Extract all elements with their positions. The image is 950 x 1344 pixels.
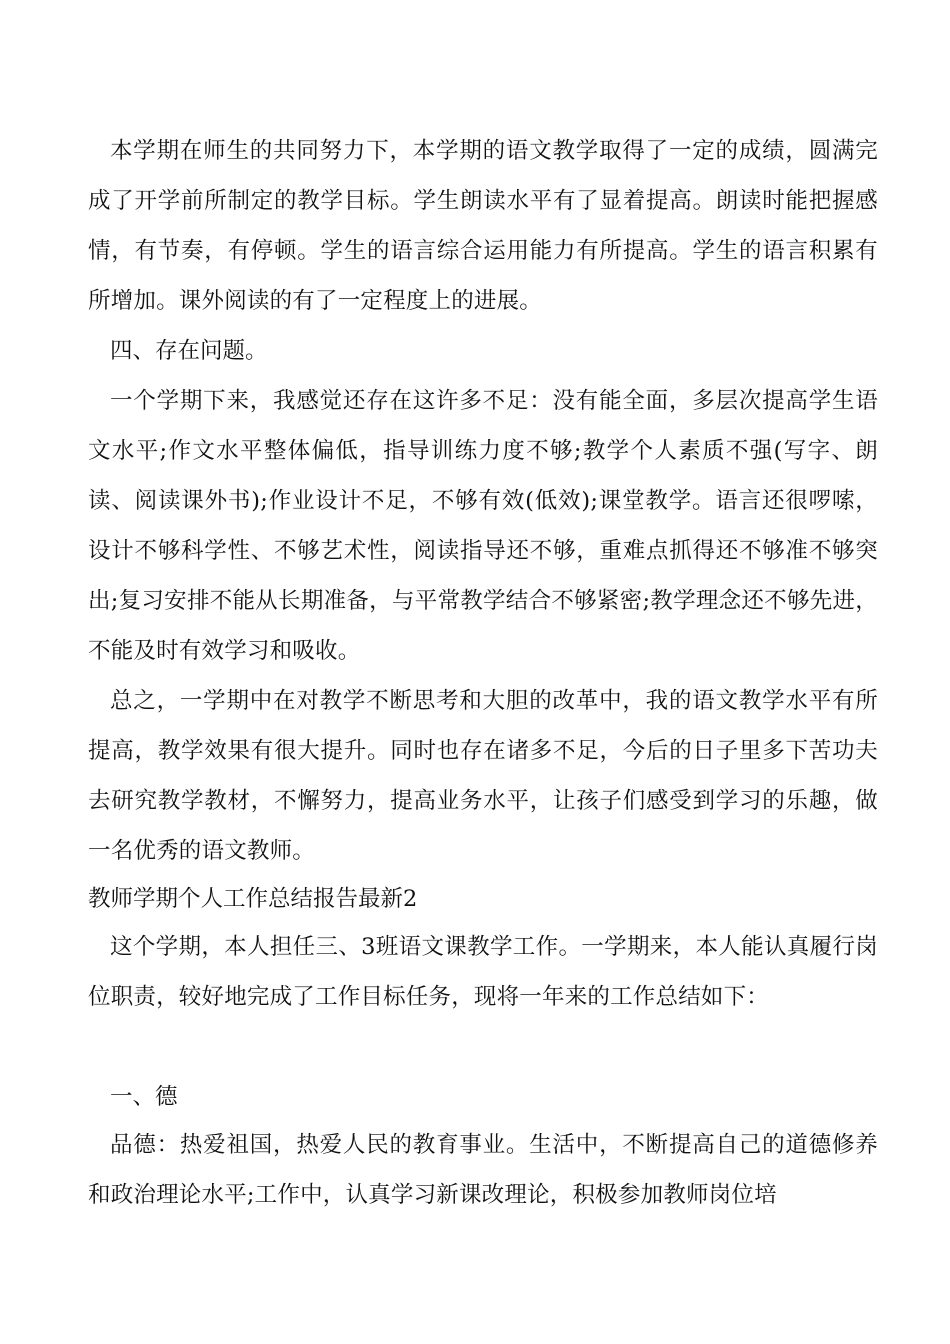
- paragraph-problems: 一个学期下来，我感觉还存在这许多不足：没有能全面，多层次提高学生语文水平;作文水平整体偏低，指导训练力度不够;教学个人素质不强(写字、朗读、阅读课外书);作业设计不足，不够有效(低效);课堂教学。语言还很啰嗦，设计不够科学性、不够艺术性，阅读指导还不够，重难点抓得还不够准不够突出;复习安排不能从长期准备，与平常教学结合不够紧密;教学理念还不够先进，不能及时有效学习和吸收。: [88, 388, 878, 664]
- section-heading-problems: 四、存在问题。: [110, 338, 268, 364]
- paragraph-achievements: 本学期在师生的共同努力下，本学期的语文教学取得了一定的成绩，圆满完成了开学前所制定的教学目标。学生朗读水平有了显着提高。朗读时能把握感情，有节奏，有停顿。学生的语言综合运用能力有所提高。学生的语言积累有所增加。课外阅读的有了一定程度上的进展。: [88, 138, 878, 314]
- paragraph-virtue: 品德：热爱祖国，热爱人民的教育事业。生活中，不断提高自己的道德修养和政治理论水平;工作中，认真学习新课改理论，积极参加教师岗位培: [88, 1132, 878, 1208]
- section-heading-virtue: 一、德: [110, 1084, 178, 1110]
- paragraph-conclusion: 总之，一学期中在对教学不断思考和大胆的改革中，我的语文教学水平有所提高，教学效果有很大提升。同时也存在诸多不足，今后的日子里多下苦功夫去研究教学教材，不懈努力，提高业务水平，让孩子们感受到学习的乐趣，做一名优秀的语文教师。: [88, 688, 878, 864]
- report-title-2: 教师学期个人工作总结报告最新2: [88, 886, 418, 912]
- paragraph-intro: 这个学期，本人担任三、3班语文课教学工作。一学期来，本人能认真履行岗位职责，较好地完成了工作目标任务，现将一年来的工作总结如下：: [88, 934, 878, 1010]
